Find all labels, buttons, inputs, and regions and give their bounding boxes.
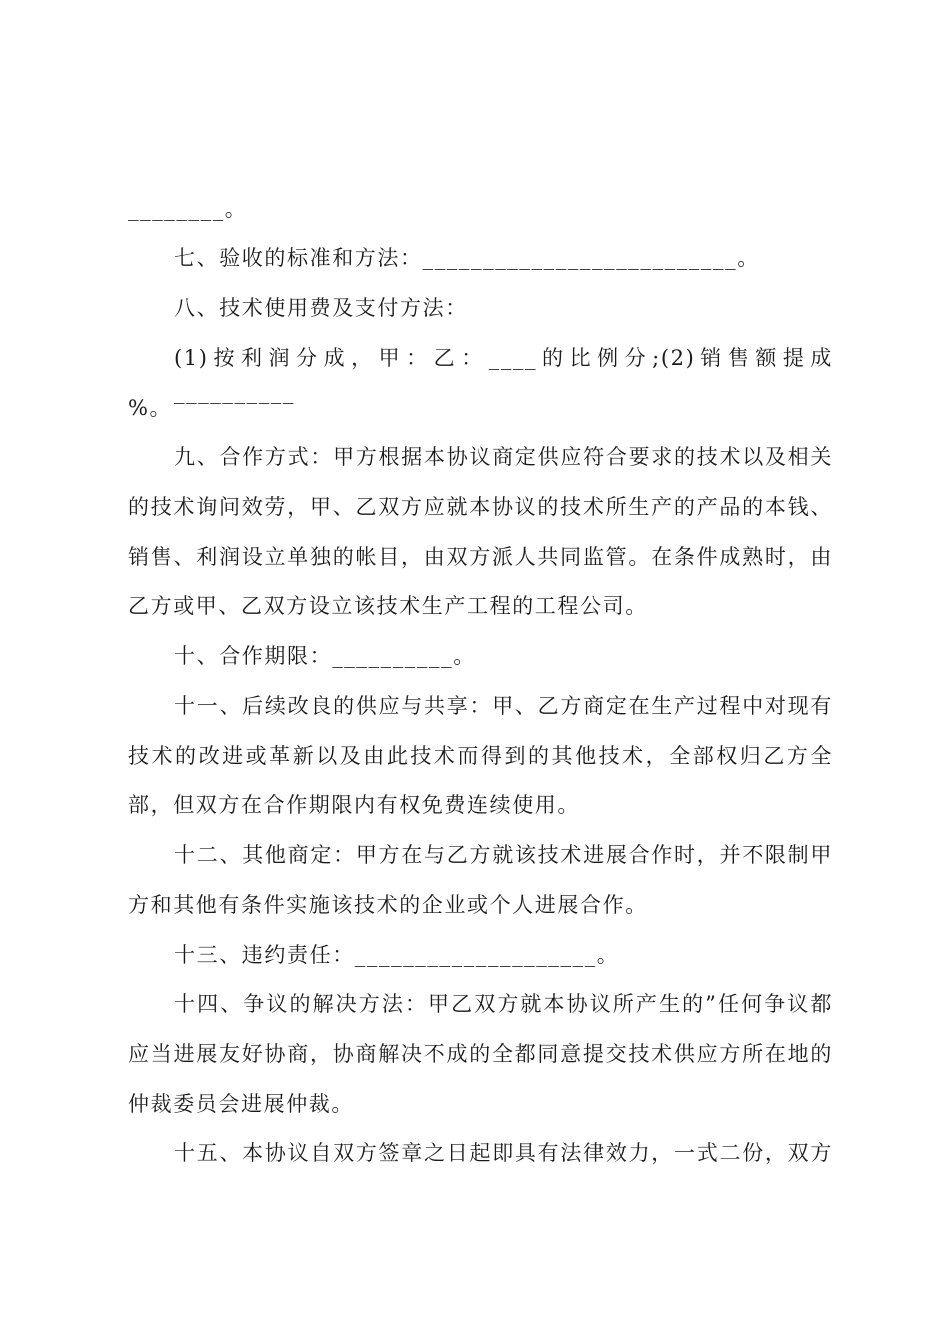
clause-8-fee-detail-line2: %。 <box>128 396 173 420</box>
clause-9-cooperation-line1: 九、合作方式：甲方根据本协议商定供应符合要求的技术以及相关 <box>174 445 833 469</box>
clause-12-other-line1: 十二、其他商定：甲方在与乙方就该技术进展合作时，并不限制甲 <box>174 843 833 867</box>
clause-11-improvement-line3: 部，但双方在合作期限内有权免费连续使用。 <box>128 793 580 817</box>
clause-15-effect-line1: 十五、本协议自双方签章之日起即具有法律效力，一式二份，双方 <box>174 1141 833 1165</box>
clause-11-improvement-line2: 技术的改进或革新以及由此技术而得到的其他技术，全部权归乙方全 <box>128 744 833 768</box>
clause-10-term: 十、合作期限：__________。 <box>174 644 476 668</box>
clause-8-fee: 八、技术使用费及支付方法： <box>174 296 468 320</box>
clause-14-dispute-line1: 十四、争议的解决方法：甲乙双方就本协议所产生的”任何争议都 <box>174 992 833 1016</box>
clause-14-dispute-line2: 应当进展友好协商，协商解决不成的全都同意提交技术供应方所在地的 <box>128 1042 833 1066</box>
clause-9-cooperation-line4: 乙方或甲、乙双方设立该技术生产工程的工程公司。 <box>128 594 648 618</box>
text-line-blank-continuation: ________。 <box>128 197 248 221</box>
clause-12-other-line2: 方和其他有条件实施该技术的企业或个人进展合作。 <box>128 893 648 917</box>
clause-13-liability: 十三、违约责任：____________________。 <box>174 943 620 967</box>
clause-14-dispute-line3: 仲裁委员会进展仲裁。 <box>128 1092 354 1116</box>
clause-8-fee-detail-line1: (1)按利润分成，甲：乙：____的比例分;(2)销售额提成__________ <box>174 346 833 404</box>
clause-11-improvement-line1: 十一、后续改良的供应与共享：甲、乙方商定在生产过程中对现有 <box>174 694 833 718</box>
clause-9-cooperation-line3: 销售、利润设立单独的帐目，由双方派人共同监管。在条件成熟时，由 <box>128 545 833 569</box>
clause-9-cooperation-line2: 的技术询问效劳，甲、乙双方应就本协议的技术所生产的产品的本钱、 <box>128 495 833 519</box>
clause-7-acceptance: 七、验收的标准和方法：__________________________。 <box>174 246 760 270</box>
